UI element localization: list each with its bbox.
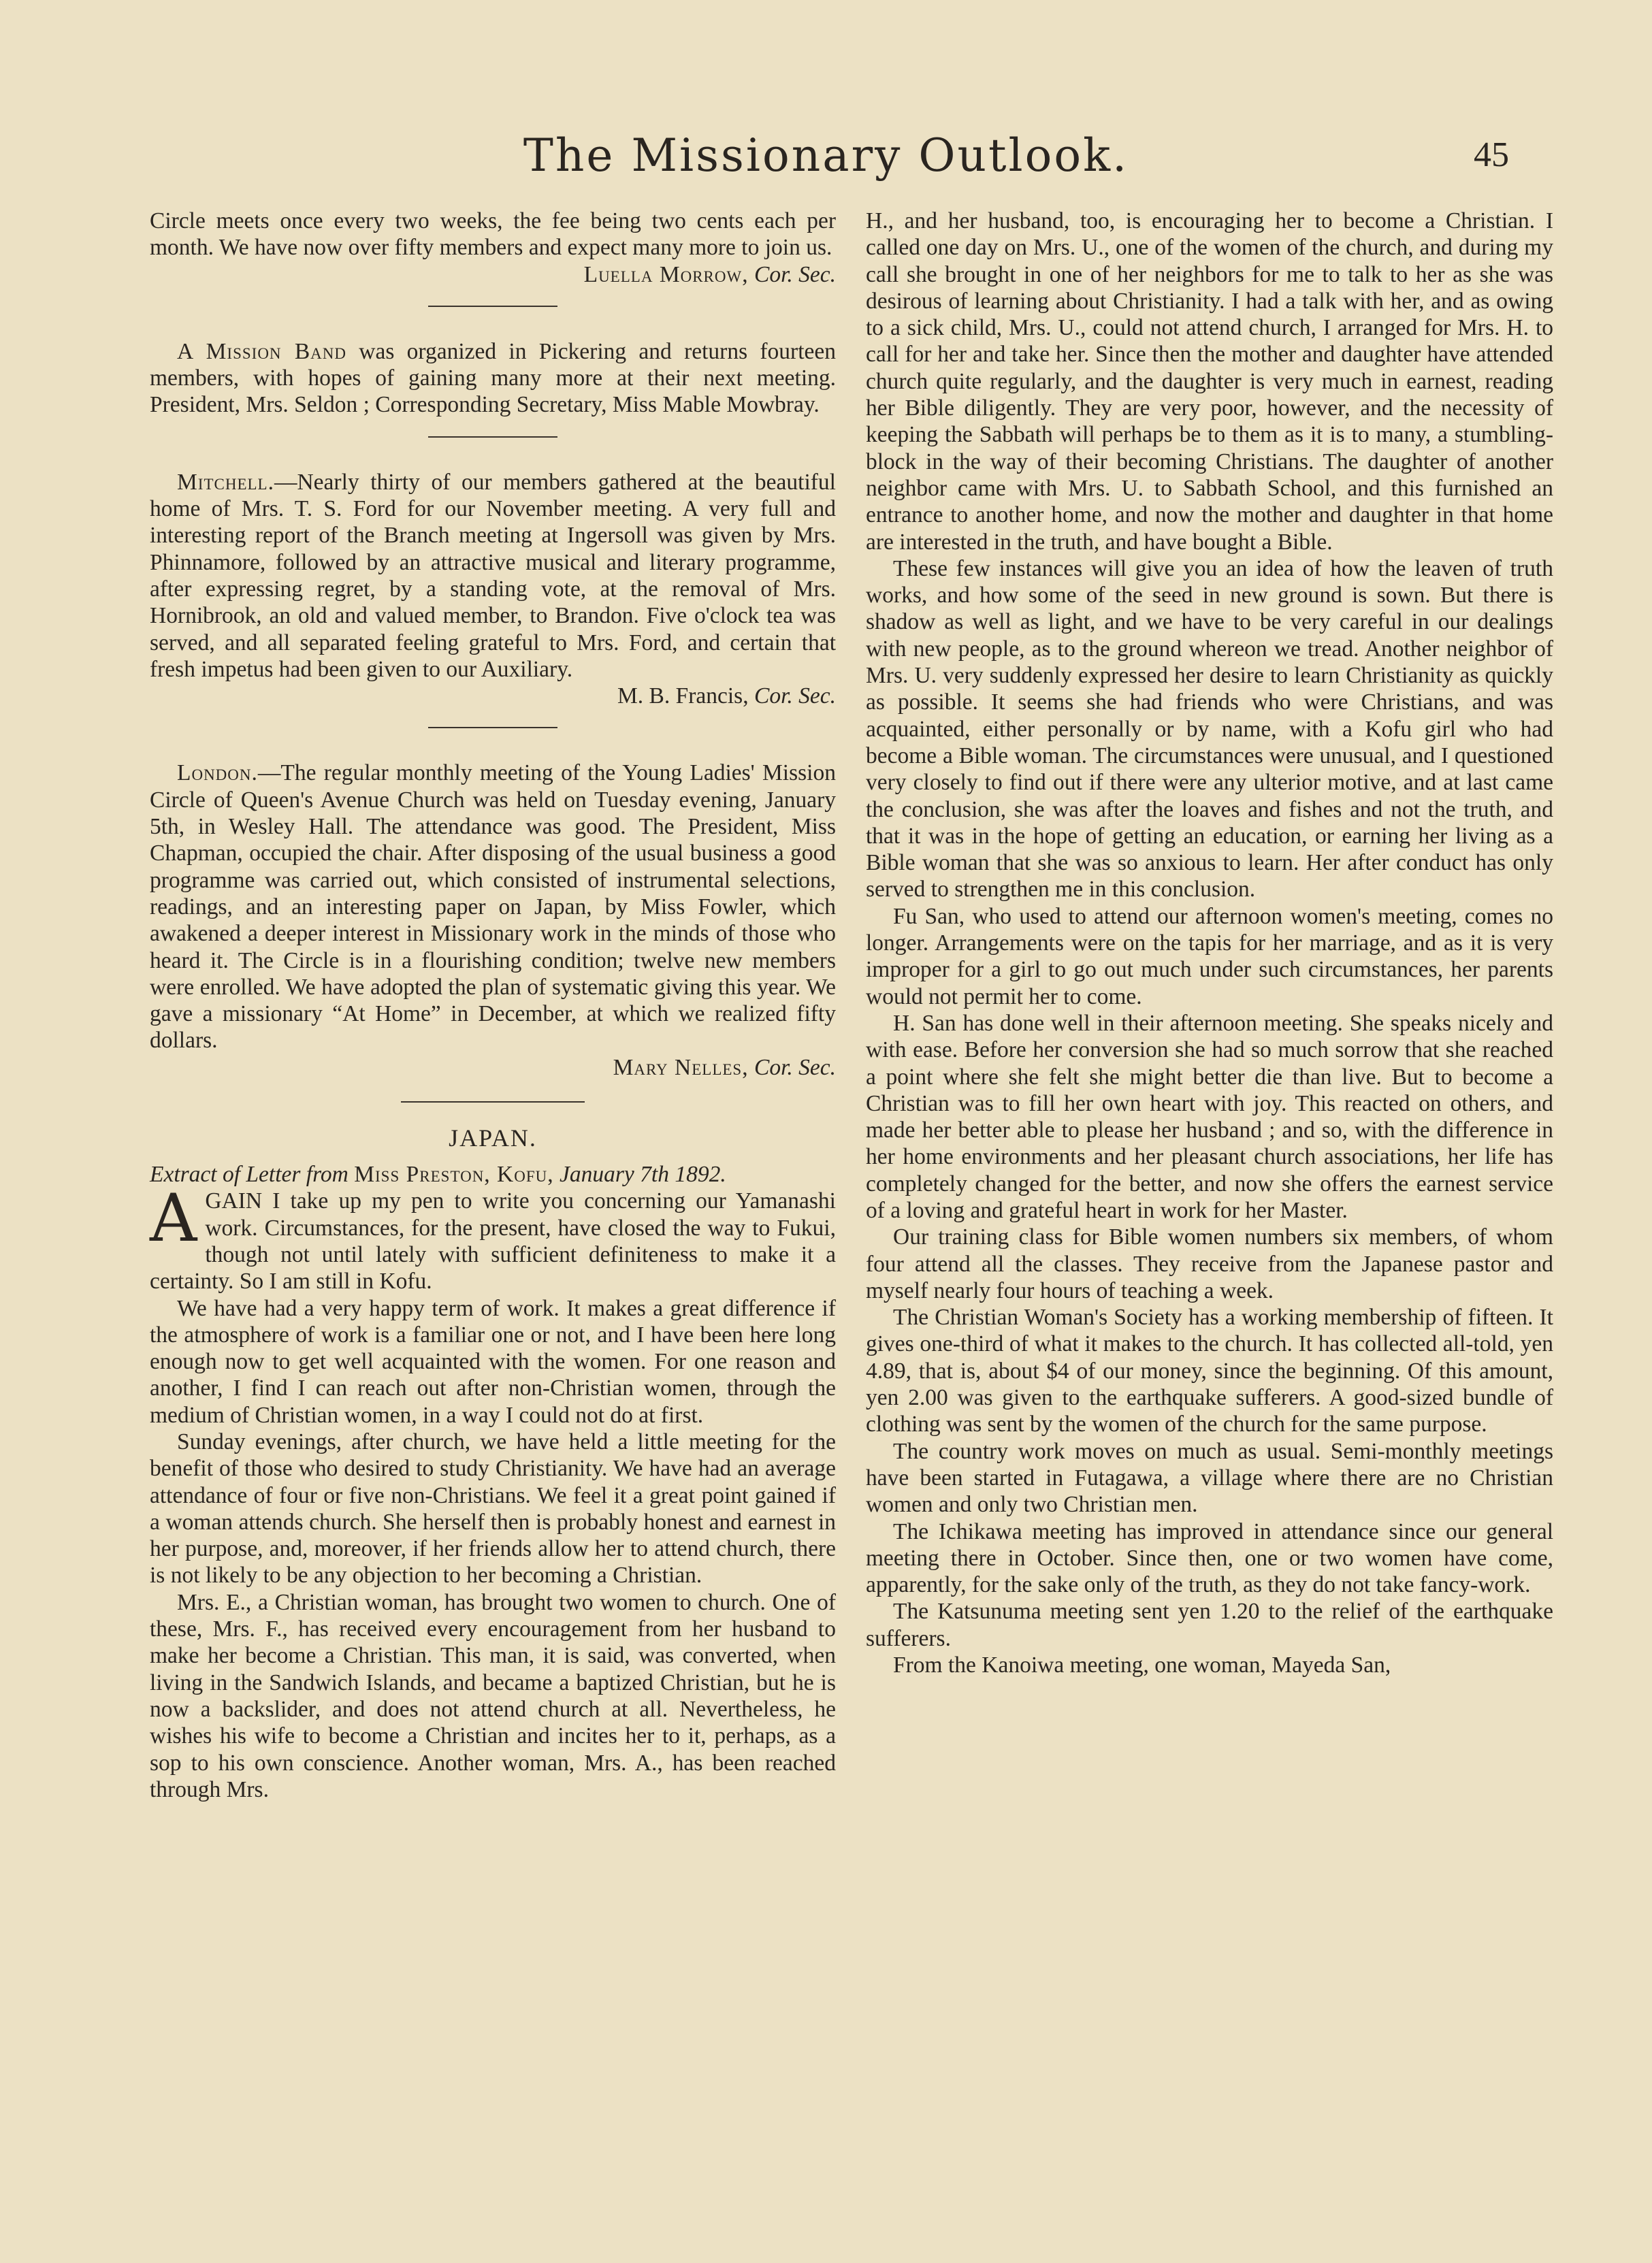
paragraph: The Christian Woman's Society has a working membership of fifteen. It gives one-third of what it makes to the church. It has collected all-told, yen 4.89, that is, about $4 of our money, since the beginning. Of this amount, yen 2.00 was given to the earthquake sufferers. A good-sized bundle of clothing was sent by the women of the church for the same purpose. — [866, 1305, 1553, 1437]
signature-role: Cor. Sec. — [754, 261, 836, 287]
paragraph: H. San has done well in their afternoon meeting. She speaks nicely and with ease. Before her conversion she had so much sorrow that she reached a point where she felt she might better die than live. But to become a Christian was to fill her own heart with joy. This reacted on others, and made her better able to please her husband ; and so, with the difference in her home environments and her pleasant church associations, her life has completely changed for the better, and now she offers the earnest service of a loving and grateful heart in work for her Master. — [866, 1010, 1553, 1223]
paragraph: From the Kanoiwa meeting, one woman, Mayeda San, — [893, 1653, 1391, 1678]
divider — [428, 727, 557, 728]
paragraph: The Ichikawa meeting has improved in attendance since our general meeting there in October. Since then, one or two women have come, apparently, for the sake only of the truth, as they do not take fancy-work. — [866, 1518, 1553, 1598]
signature-name: Luella Morrow, — [583, 261, 749, 287]
paragraph: A Mission Band was organized in Pickering and returns fourteen members, with hopes of gaining many more at their next meeting. President, Mrs. Seldon ; Corresponding Secretary, Miss Mable Mowbray. — [150, 338, 836, 418]
paragraph: H., and her husband, too, is encouraging her to become a Christian. I called one day on Mrs. U., one of the women of the church, and during my call she brought in one of her neighbors for me to talk to her as she was desirous of learning about Christianity. I had a talk with her, and as owing to a sick child, Mrs. U., could not attend church, I arranged for Mrs. H. to call for her and take her. Since then the mother and daughter have attended church quite regularly, and the daughter is very much in earnest, reading her Bible diligently. They are very poor, however, and the necessity of keeping the Sabbath will perhaps be to them as it is to many, a stumbling-block in the way of their becoming Christians. The daughter of another neighbor came with Mrs. U. to Sabbath School, and this furnished an entrance to another home, and now the mother and daughter in that home are interested in the truth, and have bought a Bible. — [866, 208, 1553, 555]
divider — [428, 436, 557, 438]
signature-role: Cor. Sec. — [754, 683, 836, 709]
signature — [150, 683, 836, 709]
paragraph: AGAIN I take up my pen to write you concerning our Yamanashi work. Circumstances, for the present, have closed the way to Fukui, though not until lately with sufficient definiteness to make it a certainty. So I am still in Kofu. — [150, 1180, 836, 1295]
drop-cap: A — [150, 1180, 197, 1257]
signature-name: M. B. Francis, — [617, 683, 749, 709]
page-title: The Missionary Outlook. — [523, 129, 1129, 182]
paragraph: The country work moves on much as usual. Semi-monthly meetings have been started in Futagawa, a village where there are no Christian women and only two Christian men. — [866, 1438, 1553, 1518]
paragraph: The Katsunuma meeting sent yen 1.20 to the relief of the earthquake sufferers. — [866, 1599, 1553, 1651]
right-column — [866, 208, 1553, 1678]
divider — [428, 306, 557, 307]
signature — [150, 261, 836, 288]
paragraph: Fu San, who used to attend our afternoon women's meeting, comes no longer. Arrangements were on the tapis for her marriage, and as it is very improper for a girl to go out much under such circumstances, her parents would not permit her to come. — [866, 903, 1553, 1009]
section-heading: JAPAN. — [449, 1124, 537, 1152]
page-number: 45 — [1474, 135, 1509, 174]
paragraph: Mitchell.—Nearly thirty of our members gathered at the beautiful home of Mrs. T. S. Ford for our November meeting. A very full and interesting report of the Branch meeting at Ingersoll was given by Mrs. Phinnamore, followed by an attractive musical and literary programme, after expressing regret, by a standing vote, at the removal of Mrs. Hornibrook, an old and valued member, to Brandon. Five o'clock tea was served, and all separated feeling grateful to Mrs. Ford, and certain that fresh impetus had been given to our Auxiliary. — [150, 469, 836, 682]
paragraph-lead: A Mission Band — [177, 338, 346, 364]
signature-name: Mary Nelles, — [613, 1054, 749, 1080]
paragraph: These few instances will give you an idea of how the leaven of truth works, and how some of the seed in new ground is sown. But there is shadow as well as light, and we have to be very careful in our dealings with new people, as to the ground whereon we tread. Another neighbor of Mrs. U. very suddenly expressed her desire to learn Christianity as quickly as possible. It seems she had friends who were Christians, and was acquainted, either personally or by name, with a Kofu girl who had become a Bible woman. The circumstances were unusual, and I questioned very closely to find out if there were any ulterior motive, and at last came the conclusion, she was after the loaves and fishes and not the truth, and that it was in the hope of getting an education, or earning her living as a Bible woman that she was so anxious to learn. Her after conduct has only served to strengthen me in this conclusion. — [866, 555, 1553, 902]
extract-heading: Extract of Letter from Miss Preston, Kofu, January 7th 1892. — [150, 1162, 726, 1188]
paragraph-lead: Mitchell. — [177, 469, 274, 495]
paragraph: We have had a very happy term of work. It makes a great difference if the atmosphere of work is a familiar one or not, and I have been here long enough now to get well acquainted with the women. For one reason and another, I find I can reach out after non-Christian women, through the medium of Christian women, in a way I could not do at first. — [150, 1295, 836, 1428]
paragraph: Our training class for Bible women numbers six members, of whom four attend all the classes. They receive from the Japanese pastor and myself nearly four hours of teaching a week. — [866, 1224, 1553, 1303]
signature — [150, 1054, 836, 1081]
paragraph: London.—The regular monthly meeting of the Young Ladies' Mission Circle of Queen's Avenue Church was held on Tuesday evening, January 5th, in Wesley Hall. The attendance was good. The President, Miss Chapman, occupied the chair. After disposing of the usual business a good programme was carried out, which consisted of instrumental selections, readings, and an interesting paper on Japan, by Miss Fowler, which awakened a deeper interest in Missionary work in the minds of those who heard it. The Circle is in a flourishing condition; twelve new members were enrolled. We have adopted the plan of systematic giving this year. We gave a missionary “At Home” in December, at which we realized fifty dollars. — [150, 760, 836, 1054]
page-header — [0, 129, 1652, 197]
paragraph: Mrs. E., a Christian woman, has brought two women to church. One of these, Mrs. F., has received every encouragement from her husband to make her become a Christian. This man, it is said, was converted, when living in the Sandwich Islands, and became a baptized Christian, but he is now a backslider, and does not attend church at all. Nevertheless, he wishes his wife to become a Christian and incites her to it, perhaps, as a sop to his own conscience. Another woman, Mrs. A., has been reached through Mrs. — [150, 1589, 836, 1802]
divider — [401, 1101, 585, 1103]
signature-role: Cor. Sec. — [754, 1054, 836, 1080]
paragraph: Sunday evenings, after church, we have held a little meeting for the benefit of those who desired to study Christianity. We have had an average attendance of four or five non-Christians. We feel it a great point gained if a woman attends church. She herself then is probably honest and earnest in her purpose, and, moreover, if her friends allow her to attend church, there is not likely to be any objection to her becoming a Christian. — [150, 1429, 836, 1589]
left-column — [150, 208, 836, 1803]
paragraph-lead: London. — [177, 760, 258, 786]
paragraph: Circle meets once every two weeks, the fee being two cents each per month. We have now over fifty members and expect many more to join us. — [150, 208, 836, 261]
